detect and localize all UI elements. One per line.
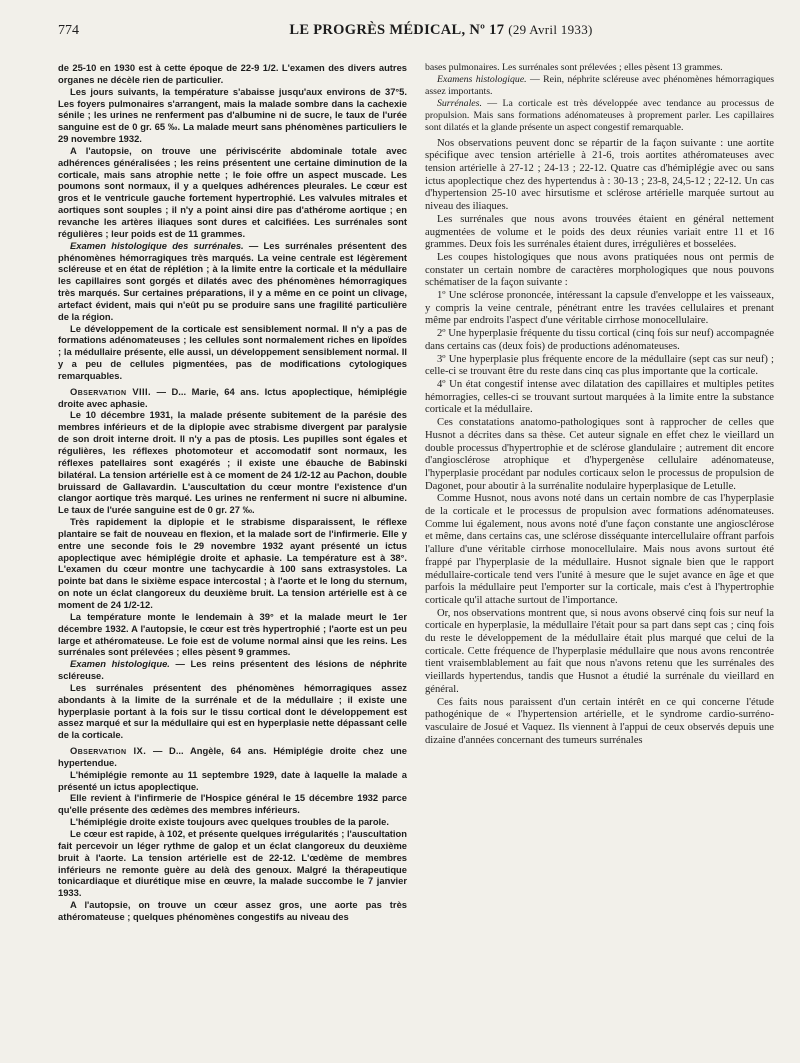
journal-title [148,22,774,39]
paragraph: Or, nos observations montrent que, si nous avons observé cinq fois sur neuf la corticale en hyperplasie, la médullaire l'était pour sa part dans sept cas ; cinq fois du reste le développement de la médullaire était plus marqué que celui de la corticale. Cette fréquence de l'hyperplasie médullaire que nous avons rencontrée tient vraisemblablement au fait que nous n'avons retenu que les surrénales des vieillards hypertendus, tandis que Husnot a étudié la surrénale du vieillard en général. [425,607,774,695]
paragraph-text: — Les surrénales présentent des phénomènes hémorragiques très marqués. La veine centrale est légèrement scléreuse et en état de réplétion ; à la limite entre la corticale et la médullaire les capillaires sont gorgés et dilatés avec des phénomènes hémorragiques très marqués. Sur certaines préparations, il y a même en ce point un clivage, artefact évident, mais qui n'eût pu se produire sans une fragilité particulière de la région. [58,239,407,322]
section-lead: Examen histologique des surrénales. [70,239,244,251]
paragraph: Le cœur est rapide, à 102, et présente quelques irrégularités ; l'auscultation fait percevoir un léger rythme de galop et un éclat clangoreux du deuxième bruit à l'aorte. La tension artérielle est de 22-12. L'œdème de membres inférieurs ne remonte guère au delà des genoux. Malgré la thérapeutique tonicardiaque et diurétique mise en œuvre, la malade succombe le 7 janvier 1933. [58,828,407,899]
paragraph: Les surrénales présentent des phénomènes hémorragiques assez abondants à la limite de la surrénale et de la médullaire ; il existe une hyperplasie portant à la fois sur le tissu cortical dont le développement est assez marqué et sur la médullaire qui est en hyperplasie nette dépassant celle de la corticale. [58,681,407,741]
paragraph: bases pulmonaires. Les surrénales sont prélevées ; elles pèsent 13 grammes. [425,62,723,73]
paragraph: Elle revient à l'infirmerie de l'Hospice général le 15 décembre 1932 parce qu'elle présente des œdèmes des membres inférieurs. [58,792,407,816]
paragraph: Les coupes histologiques que nous avons pratiquées nous ont permis de constater un certain nombre de caractères morphologiques que nous pouvons schématiser de la façon suivante : [425,251,774,289]
paragraph: Le développement de la corticale est sensiblement normal. Il n'y a pas de formations adénomateuses ; les cellules sont normalement riches en lipoïdes ; la médullaire présente, elle aussi, un développement sensiblement normal. Il y a peu de cellules pigmentées, pas de modifications cytologiques remarquables. [58,322,407,381]
paragraph: Le 10 décembre 1931, la malade présente subitement de la parésie des membres inférieurs et de la diplopie avec strabisme divergent par paralysie de son droit interne droit. Il n'y a pas de ptosis. Les pupilles sont égales et régulières, les réflexes photomoteur et accomodatif sont normaux, les réflexes patellaires sont exagérés ; il existe une ébauche de Babinski bilatéral. La tension artérielle est à ce moment de 24 1/2-12 au Pachon, double bruissard de Gallavardin. L'auscultation du cœur montre l'existence d'un clangor aortique très marqué. Les urines ne renferment ni sucre ni albumine. Le taux de l'urée sanguine est de 0 gr. 27 ‰. [58,409,407,516]
section-lead: Examens histologique. [437,73,527,85]
right-column [425,62,774,1052]
observation-heading [58,386,407,410]
observation-summary: — D... Marie, 64 ans. Ictus apoplectique, hémiplégie droite avec aphasie. [58,385,407,409]
paragraph-text: — Rein, néphrite scléreuse avec phénomènes hémorragiques assez importants. [425,73,774,97]
paragraph: 2º Une hyperplasie fréquente du tissu cortical (cinq fois sur neuf) accompagnée dans certains cas (deux fois) de productions adénomateuses. [425,328,774,352]
paragraph: Très rapidement la diplopie et le strabisme disparaissent, le réflexe plantaire se fait de nouveau en flexion, et la malade sort de l'infirmerie. Elle y entre une seconde fois le 29 novembre 1932 ayant présenté un ictus apoplectique avec hémiplégie droite et aphasie. La température est à 38°. L'examen du cœur montre une tachycardie à 100 sans extrasystoles. La pointe bat dans le sixième espace intercostal ; à l'aorte et le long du sternum, on note un éclat clangoreux du deuxième bruit. La tension artérielle est à ce moment de 24 1/2-12. [58,516,407,610]
paragraph: Nos observations peuvent donc se répartir de la façon suivante : une aortite spécifique avec tension artérielle à 21-6, trois aortites athéromateuses avec tension artérielle à 27-12 ; 24-13 ; 22-12. Quatre cas d'hémiplégie avec ou sans ictus apoplectique chez des hypertendus à : 30-13 ; 23-8, 24,5-12 ; 22-12. Un cas d'hypertension 25-10 avec hirsutisme et sclérose artérielle marquée surtout au niveau des iliaques. [425,137,774,213]
paragraph: 1º Une sclérose prononcée, intéressant la capsule d'enveloppe et les vaisseaux, y compris la veine centrale, pénétrant entre les travées cellulaires et prenant même par endroits l'aspect d'une véritable cirrhose monocellulaire. [425,290,774,327]
section-lead: Examen histologique. [70,658,170,670]
paragraph: Ces faits nous paraissent d'un certain intérêt en ce qui concerne l'étude pathogénique de « l'hypertension artérielle, et le syndrome cardio-surréno-vasculaire de Josué et Vaquez. Ils viennent à l'appui de ceux observés depuis une dizaine d'années concernant des tumeurs surrénales [425,696,774,746]
page-number: 774 [58,23,79,38]
observation-heading [58,745,407,769]
issue-date: (29 Avril 1933) [508,22,593,37]
paragraph: La température monte le lendemain à 39° et la malade meurt le 1er décembre 1932. A l'autopsie, le cœur est très hypertrophié ; l'aorte est un peu large et athéromateuse. Le foie est de volume normal ainsi que les reins. Les surrénales sont prélevées ; elles pèsent 9 grammes. [58,610,407,658]
paragraph: Comme Husnot, nous avons noté dans un certain nombre de cas l'hyperplasie de la corticale et le processus de propulsion avec formations adénomateuses. Comme lui également, nous avons noté d'une façon constante une angiosclérose et même, dans certains cas, une sclérose disséquante intercellulaire offrant parfois l'allure d'une véritable cirrhose monocellulaire. Mais nous avons surtout été frappé par l'hyperplasie de la médullaire. Husnot signale bien que le rapport médullaire-corticale tend vers l'unité à mesure que le sujet avance en âge et que parfois la médullaire peut l'emporter sur la corticale, mais c'est à l'hypertrophie corticale qu'il attache surtout de l'importance. [425,493,774,606]
paragraph: A l'autopsie, on trouve un cœur assez gros, une aorte pas très athéromateuse ; quelques phénomènes congestifs au niveau des [58,899,407,922]
paragraph [58,658,407,682]
journal-name: LE PROGRÈS MÉDICAL, Nº 17 [289,22,505,38]
paragraph: A l'autopsie, on trouve une périviscérite abdominale totale avec adhérences généralisées ; les reins présentent une certaine diminution de la corticale, mais sans atrophie nette ; le foie offre un aspect muscade. Les poumons sont normaux, il y a quelques adhérences pleurales. Le cœur est gros et le ventricule gauche fortement hypertrophié. Les valvules mitrales et aortiques sont souples ; il n'y a point ainsi dire pas d'athérome aortique ; en revanche les artères iliaques sont dures et calcifiées. Les surrénales sont régulières ; leur poids est de 11 grammes. [58,144,407,239]
paragraph [425,98,774,134]
paragraph: de 25-10 en 1930 est à cette époque de 22-9 1/2. L'examen des divers autres organes ne décèle rien de particulier. [58,62,407,85]
paragraph [58,240,407,323]
observation-title: Observation VIII. [70,385,152,397]
running-header [58,22,774,50]
section-lead: Surrénales. [437,97,482,109]
paragraph: 4º Un état congestif intense avec dilatation des capillaires et multiples petites hémorragies, celles-ci se trouvant surtout marquées à la limite entre la substance corticale et la médullaire. [425,378,774,416]
article-body [58,62,774,1052]
paragraph: 3º Une hyperplasie plus fréquente encore de la médullaire (sept cas sur neuf) ; celle-ci se trouvant être du reste dans cinq cas plus importante que la corticale. [425,353,774,378]
paragraph [425,74,774,98]
paragraph-text: — Les reins présentent des lésions de néphrite scléreuse. [58,658,407,682]
left-column [58,62,407,1052]
paragraph: Les surrénales que nous avons trouvées étaient en général nettement augmentées de volume et le poids des deux réunies variait entre 11 et 16 grammes. Deux fois les surrénales étaient dures, irrégulières et bosselées. [425,213,774,251]
paragraph: L'hémiplégie remonte au 11 septembre 1929, date à laquelle la malade a présenté un ictus apoplectique. [58,768,407,792]
observation-summary: — D... Angèle, 64 ans. Hémiplégie droite chez une hypertendue. [58,745,407,768]
paragraph-text: — La corticale est très développée avec tendance au processus de propulsion. Mais sans formations adénomateuses à proprement parler. Les capillaires sont dilatés et la glande présente un aspect congestif remarquable. [425,97,774,133]
observation-title: Observation IX. [70,745,147,757]
paragraph: L'hémiplégie droite existe toujours avec quelques troubles de la parole. [70,816,389,828]
paragraph: Ces constatations anatomo-pathologiques sont à rapprocher de celles que Husnot a décrites dans sa thèse. Cet auteur signale en effet chez le vieillard un double processus d'hypertrophie et de sclérose glandulaire ; autrement dit encore d'angiosclérose atrophique et d'hypergenèse cellulaire adénomateuse, l'hyperplasie procédant par nodules corticaux selon le processus de propulsion de Dagonet, pour aboutir à la surrénalite nodulaire hyperplasique de Letulle. [425,417,774,492]
paragraph: Les jours suivants, la température s'abaisse jusqu'aux environs de 37°5. Les foyers pulmonaires s'arrangent, mais la malade sombre dans la cachexie sénile ; les urines ne renferment pas d'albumine ni de sucre, le taux de l'urée sanguine est de 0 gr. 65 ‰. La malade meurt sans phénomènes particuliers le 29 novembre 1932. [58,85,407,145]
